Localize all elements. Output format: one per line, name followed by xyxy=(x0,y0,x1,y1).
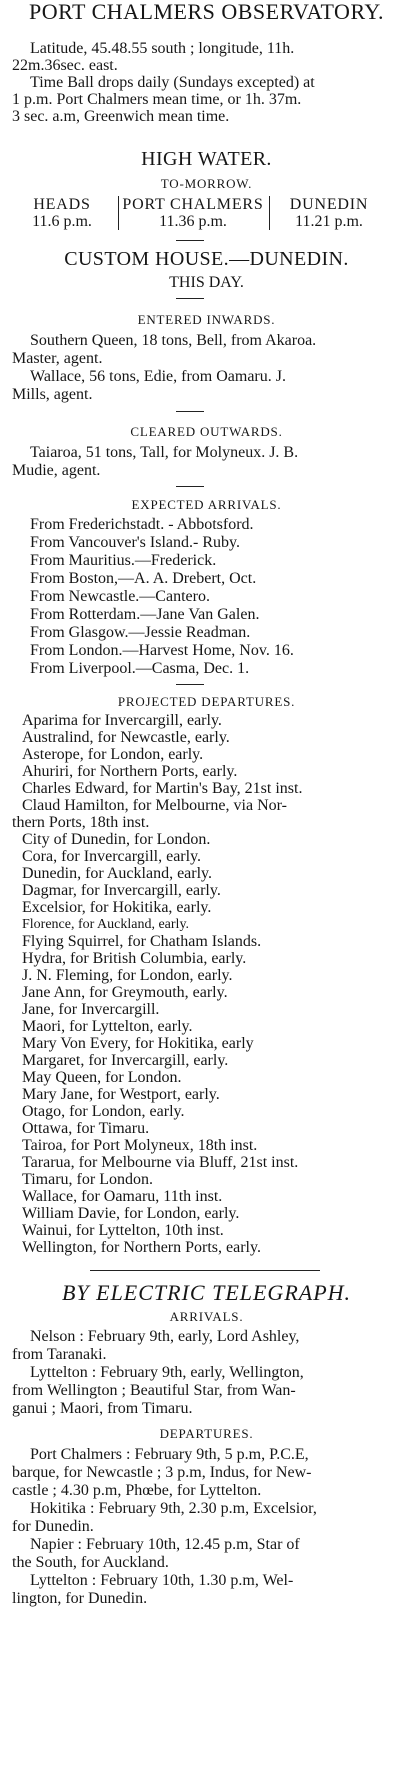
arrival-line: From Newcastle.—Cantero. xyxy=(30,588,210,605)
arrival-line: From Glasgow.—Jessie Readman. xyxy=(30,624,251,641)
telegraph-departure-line: Napier : February 10th, 12.45 p.m, Star of xyxy=(30,1536,300,1553)
telegraph-departure-line: barque, for Newcastle ; 3 p.m, Indus, for New- xyxy=(12,1464,312,1481)
departure-line: Timaru, for London. xyxy=(22,1171,153,1188)
departure-line: Jane, for Invercargill. xyxy=(22,1001,160,1018)
arrival-line: From Liverpool.—Casma, Dec. 1. xyxy=(30,660,250,677)
telegraph-departure-line: Port Chalmers : February 9th, 5 p.m, P.C.E, xyxy=(30,1446,309,1463)
projected-departures-heading: PROJECTED DEPARTURES. xyxy=(117,694,296,709)
departure-line: Hydra, for British Columbia, early. xyxy=(22,950,247,967)
departure-line: Aparima for Invercargill, early. xyxy=(22,712,222,729)
departure-line: Otago, for London, early. xyxy=(22,1103,185,1120)
high-water-subtitle: TO-MORROW. xyxy=(160,176,253,191)
departure-line: Flying Squirrel, for Chatham Islands. xyxy=(22,933,262,950)
arrival-line: From London.—Harvest Home, Nov. 16. xyxy=(30,642,294,659)
departure-line: Dagmar, for Invercargill, early. xyxy=(22,882,221,899)
departure-line: Ottawa, for Timaru. xyxy=(22,1120,150,1137)
departure-line: J. N. Fleming, for London, early. xyxy=(22,967,233,984)
tide-place-heads: HEADS xyxy=(33,196,91,213)
observatory-line: 1 p.m. Port Chalmers mean time, or 1h. 37m. xyxy=(12,91,302,108)
departure-line: Australind, for Newcastle, early. xyxy=(22,729,230,746)
departure-line: Wainui, for Lyttelton, 10th inst. xyxy=(22,1222,224,1239)
arrival-line: From Rotterdam.—Jane Van Galen. xyxy=(30,606,260,623)
tide-time-port-chalmers: 11.36 p.m. xyxy=(159,213,227,230)
departure-line: Wellington, for Northern Ports, early. xyxy=(22,1239,261,1256)
departure-line: Jane Ann, for Greymouth, early. xyxy=(22,984,228,1001)
telegraph-arrival-line: from Wellington ; Beautiful Star, from Wan- xyxy=(12,1382,296,1399)
departure-line: Margaret, for Invercargill, early. xyxy=(22,1052,229,1069)
departure-line: Dunedin, for Auckland, early. xyxy=(22,865,213,882)
entered-inwards-line: Southern Queen, 18 tons, Bell, from Akaroa. xyxy=(30,332,317,349)
telegraph-departure-line: Lyttelton : February 10th, 1.30 p.m, Wel- xyxy=(30,1572,294,1589)
cleared-outwards-line: Taiaroa, 51 tons, Tall, for Molyneux. J. B. xyxy=(30,444,299,461)
expected-arrivals-heading: EXPECTED ARRIVALS. xyxy=(131,497,282,512)
tide-divider xyxy=(118,196,119,230)
departure-line: Mary Jane, for Westport, early. xyxy=(22,1086,220,1103)
tide-time-heads: 11.6 p.m. xyxy=(32,213,92,230)
arrival-line: From Boston,—A. A. Drebert, Oct. xyxy=(30,570,257,587)
departure-line: Maori, for Lyttelton, early. xyxy=(22,1018,193,1035)
section-divider xyxy=(176,240,204,241)
section-divider xyxy=(176,298,204,299)
observatory-line: Time Ball drops daily (Sundays excepted) at xyxy=(30,74,315,91)
departure-line: Charles Edward, for Martin's Bay, 21st inst. xyxy=(22,780,303,797)
telegraph-departures-heading: DEPARTURES. xyxy=(159,1426,254,1441)
departure-line: Tairoa, for Port Molyneux, 18th inst. xyxy=(22,1137,258,1154)
departure-line: Excelsior, for Hokitika, early. xyxy=(22,899,212,916)
departure-line: Tararua, for Melbourne via Bluff, 21st inst. xyxy=(22,1154,299,1171)
arrival-line: From Vancouver's Island.- Ruby. xyxy=(30,534,240,551)
telegraph-title: BY ELECTRIC TELEGRAPH. xyxy=(61,1281,352,1305)
telegraph-arrivals-heading: ARRIVALS. xyxy=(169,1309,244,1324)
telegraph-arrival-line: Lyttelton : February 9th, early, Wellington, xyxy=(30,1364,304,1381)
tide-divider xyxy=(269,196,270,230)
telegraph-departure-line: Hokitika : February 9th, 2.30 p.m, Excelsior, xyxy=(30,1500,317,1517)
arrival-line: From Mauritius.—Frederick. xyxy=(30,552,217,569)
entered-inwards-heading: ENTERED INWARDS. xyxy=(137,312,276,327)
entered-inwards-line: Mills, agent. xyxy=(12,386,93,403)
cleared-outwards-line: Mudie, agent. xyxy=(12,462,101,479)
observatory-title: PORT CHALMERS OBSERVATORY. xyxy=(29,0,384,24)
tide-time-dunedin: 11.21 p.m. xyxy=(295,213,363,230)
telegraph-arrival-line: ganui ; Maori, from Timaru. xyxy=(12,1400,193,1417)
telegraph-departure-line: for Dunedin. xyxy=(12,1518,94,1535)
departure-line: Asterope, for London, early. xyxy=(22,746,204,763)
telegraph-departure-line: lington, for Dunedin. xyxy=(12,1590,148,1607)
tide-place-dunedin: DUNEDIN xyxy=(289,196,369,213)
entered-inwards-line: Wallace, 56 tons, Edie, from Oamaru. J. xyxy=(30,368,286,385)
departure-line: Ahuriri, for Northern Ports, early. xyxy=(22,763,238,780)
custom-house-title: CUSTOM HOUSE.—DUNEDIN. xyxy=(64,248,349,270)
cleared-outwards-heading: CLEARED OUTWARDS. xyxy=(130,424,283,439)
departure-line: Claud Hamilton, for Melbourne, via Nor- xyxy=(22,797,287,814)
arrival-line: From Frederichstadt. - Abbotsford. xyxy=(30,516,254,533)
departure-line: City of Dunedin, for London. xyxy=(22,831,211,848)
observatory-line: 3 sec. a.m, Greenwich mean time. xyxy=(12,108,230,125)
section-divider xyxy=(176,486,204,487)
departure-line: Mary Von Every, for Hokitika, early xyxy=(22,1035,254,1052)
entered-inwards-line: Master, agent. xyxy=(12,350,103,367)
section-rule xyxy=(90,1270,320,1271)
departure-line: May Queen, for London. xyxy=(22,1069,182,1086)
observatory-line: 22m.36sec. east. xyxy=(12,57,118,74)
tide-place-port-chalmers: PORT CHALMERS xyxy=(122,196,264,213)
telegraph-departure-line: castle ; 4.30 p.m, Phœbe, for Lyttelton. xyxy=(12,1482,262,1499)
custom-house-subtitle: THIS DAY. xyxy=(169,274,244,291)
section-divider xyxy=(176,411,204,412)
telegraph-arrival-line: from Taranaki. xyxy=(12,1346,107,1363)
departure-line: William Davie, for London, early. xyxy=(22,1205,240,1222)
departure-line: Wallace, for Oamaru, 11th inst. xyxy=(22,1188,223,1205)
observatory-line: Latitude, 45.48.55 south ; longitude, 11h. xyxy=(30,40,295,57)
departure-line: thern Ports, 18th inst. xyxy=(12,814,150,831)
departure-line: Florence, for Auckland, early. xyxy=(22,917,190,932)
section-divider xyxy=(176,684,204,685)
telegraph-arrival-line: Nelson : February 9th, early, Lord Ashley, xyxy=(30,1328,300,1345)
high-water-title: HIGH WATER. xyxy=(141,148,272,170)
departure-line: Cora, for Invercargill, early. xyxy=(22,848,202,865)
telegraph-departure-line: the South, for Auckland. xyxy=(12,1554,169,1571)
